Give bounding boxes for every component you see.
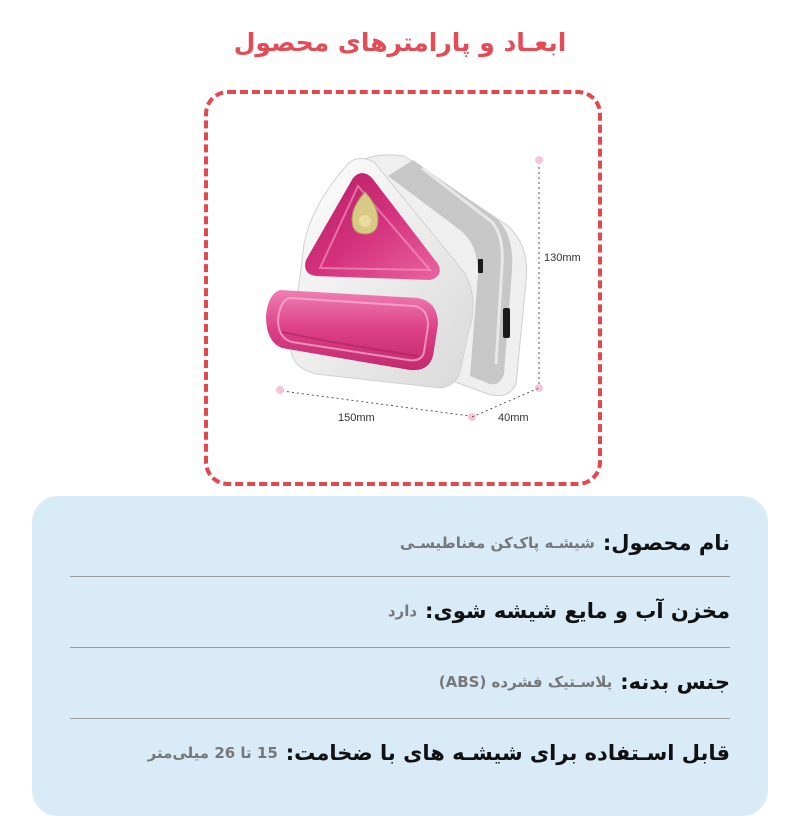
spec-label: جنس بدنه: bbox=[620, 670, 730, 694]
spec-label: نام محصول: bbox=[602, 531, 730, 555]
spec-row-glass-thickness bbox=[70, 718, 730, 788]
page-title: ابعـاد و پارامترهای محصول bbox=[233, 28, 567, 57]
spec-panel bbox=[32, 496, 768, 816]
dimension-width-label: 150mm bbox=[338, 412, 375, 424]
spec-label: قابل اسـتفاده برای شیشـه های با ضخامت: bbox=[285, 741, 730, 765]
spec-label: مخزن آب و مایع شیشه شوی: bbox=[425, 599, 730, 623]
spec-value: 15 تا 26 میلی‌متر bbox=[147, 744, 278, 762]
spec-value: شیشـه پاک‌کن مغناطیسـی bbox=[399, 534, 595, 552]
product-image-frame bbox=[204, 90, 602, 486]
product-image bbox=[208, 94, 598, 482]
dimension-depth-label: 40mm bbox=[498, 412, 529, 424]
dimension-height-label: 130mm bbox=[544, 252, 581, 264]
spec-row-reservoir bbox=[70, 576, 730, 646]
spec-value: پلاسـتیک فشرده (ABS) bbox=[438, 673, 613, 691]
spec-row-product-name bbox=[70, 508, 730, 578]
spec-row-material bbox=[70, 647, 730, 717]
spec-value: دارد bbox=[387, 602, 418, 620]
